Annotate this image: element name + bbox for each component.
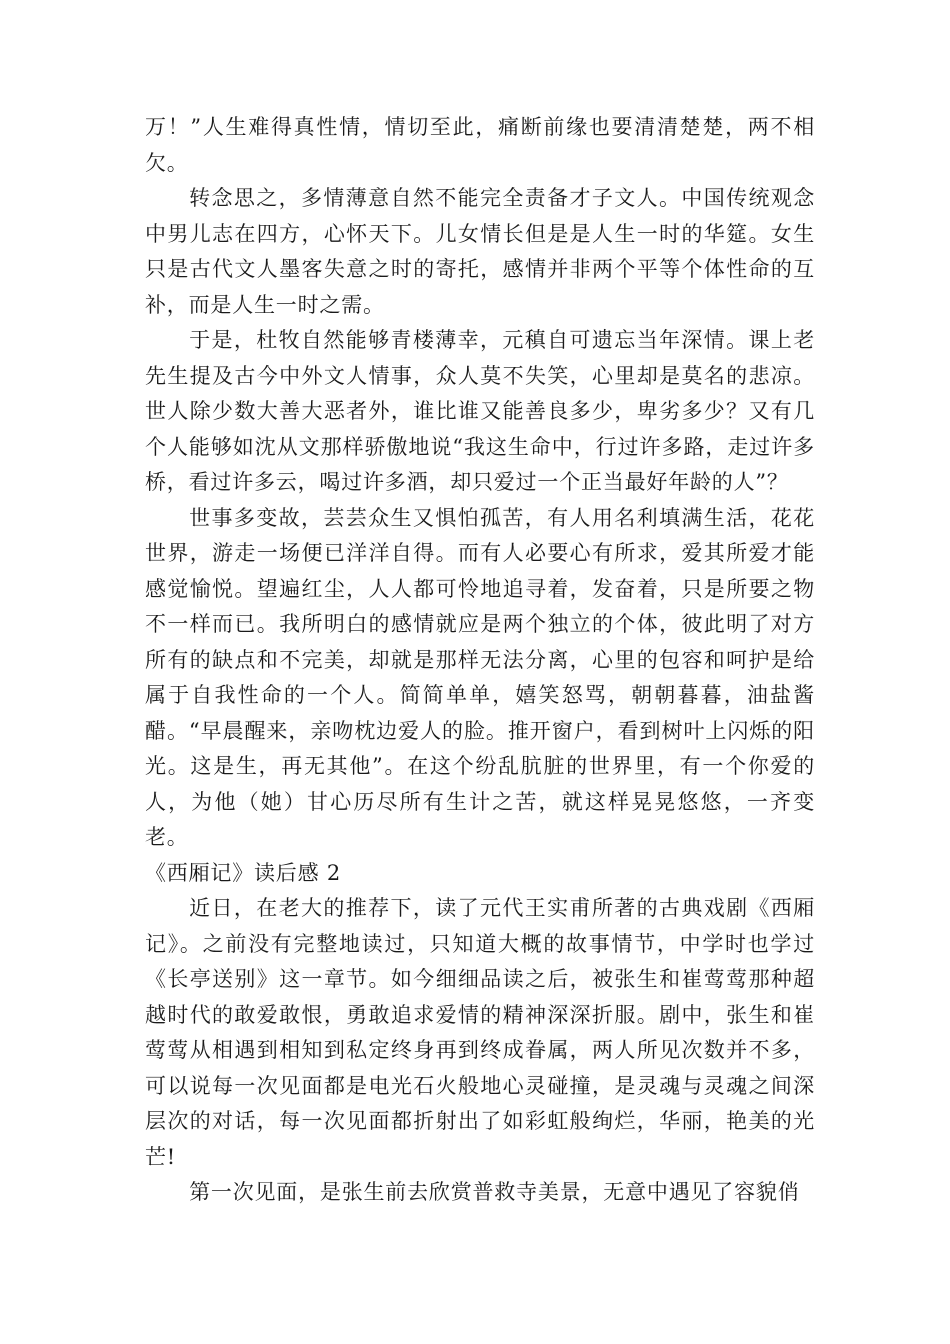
section-heading: 《西厢记》读后感 2 — [145, 860, 342, 885]
paragraph: 于是，杜牧自然能够青楼薄幸，元稹自可遗忘当年深情。课上老先生提及古今中外文人情事，众人莫不失笑，心里却是莫名的悲凉。世人除少数大善大恶者外，谁比谁又能善良多少，卑劣多少？又有几个人能够如沈从文那样骄傲地说“我这生命中，行过许多路，走过许多桥，看过许多云，喝过许多酒，却只爱过一个正当最好年龄的人”？ — [145, 328, 815, 494]
paragraph: 第一次见面，是张生前去欣赏普救寺美景，无意中遇见了容貌俏 — [189, 1180, 800, 1204]
paragraph: 世事多变故，芸芸众生又惧怕孤苦，有人用名利填满生活，花花世界，游走一场便已洋洋自得。而有人必要心有所求，爱其所爱才能感觉愉悦。望遍红尘，人人都可怜地追寻着，发奋着，只是所要之物不一样而已。我所明白的感情就应是两个独立的个体，彼此明了对方所有的缺点和不完美，却就是那样无法分离，心里的包容和呵护是给属于自我性命的一个人。简简单单，嬉笑怒骂，朝朝暮暮，油盐酱醋。“早晨醒来，亲吻枕边爱人的脸。推开窗户，看到树叶上闪烁的阳光。这是生，再无其他”。在这个纷乱肮脏的世界里，有一个你爱的人，为他（她）甘心历尽所有生计之苦，就这样晃晃悠悠，一齐变老。 — [145, 505, 815, 849]
paragraph: 近日，在老大的推荐下，读了元代王实甫所著的古典戏剧《西厢记》。之前没有完整地读过，只知道大概的故事情节，中学时也学过《长亭送别》这一章节。如今细细品读之后，被张生和崔莺莺那种超越时代的敢爱敢恨，勇敢追求爱情的精神深深折服。剧中，张生和崔莺莺从相遇到相知到私定终身再到终成眷属，两人所见次数并不多，可以说每一次见面都是电光石火般地心灵碰撞，是灵魂与灵魂之间深层次的对话，每一次见面都折射出了如彩虹般绚烂，华丽，艳美的光芒! — [145, 896, 815, 1169]
paragraph-continuation: 万！”人生难得真性情，情切至此，痛断前缘也要清清楚楚，两不相欠。 — [145, 115, 815, 175]
paragraph: 转念思之，多情薄意自然不能完全责备才子文人。中国传统观念中男儿志在四方，心怀天下。儿女情长但是是人生一时的华筵。女生只是古代文人墨客失意之时的寄托，感情并非两个平等个体性命的互补，而是人生一时之需。 — [145, 186, 815, 317]
document-body — [145, 110, 815, 1211]
